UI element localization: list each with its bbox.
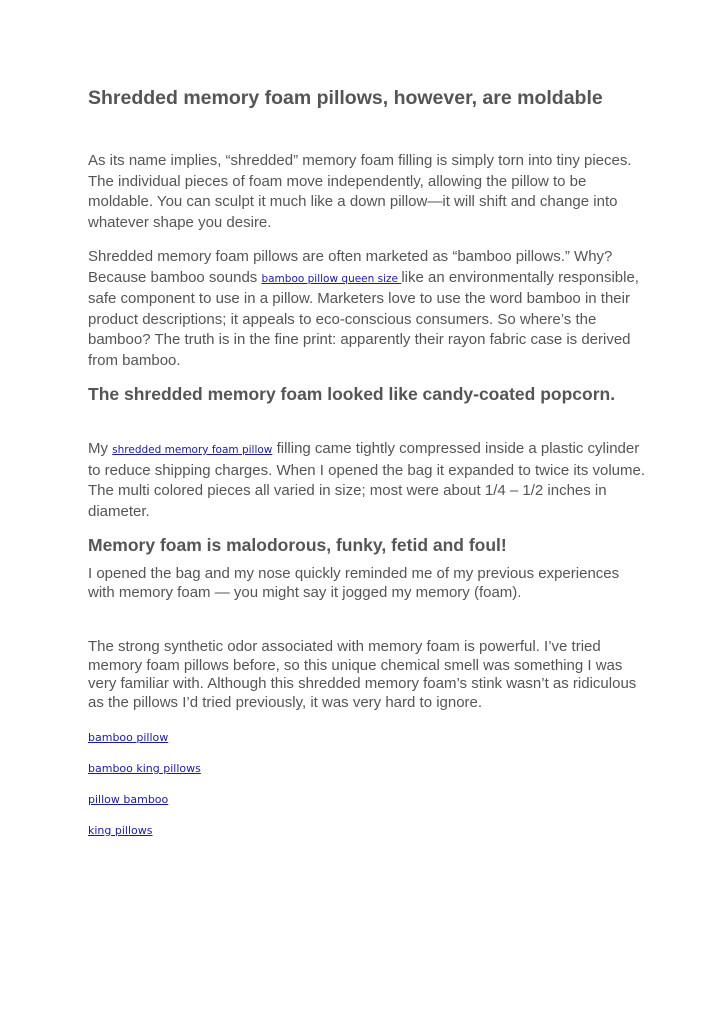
malodorous-paragraph-2: The strong synthetic odor associated with memory foam is powerful. I’ve tried memory foam pillows before, so this unique chemical smell was something I was very familiar with. Although this shredded memory foam’s stink wasn’t as ridiculous as the pillows I’d tried previously, it was very hard to ignore. (88, 638, 637, 711)
section-popcorn-body (88, 439, 648, 522)
paragraph-text: filling came tightly compressed inside a plastic cylinder to reduce shipping charges. When I opened the bag it expanded to twice its volume. The multi colored pieces all varied in size; most were about 1/4 – 1/2 inches in diameter. (88, 440, 646, 520)
link-bamboo-pillow-queen-size[interactable]: bamboo pillow queen size (261, 272, 402, 285)
section-malodorous (88, 533, 648, 558)
link-king-pillows[interactable]: king pillows (88, 824, 153, 837)
paragraph-text: like an environmentally responsible, safe component to use in a pillow. Marketers love to use the word bamboo in their product descriptions; it appeals to eco-conscious consumers. So where’s the bamboo? The truth is in the fine print: apparently their rayon fabric case is derived from bamboo. (88, 268, 639, 369)
link-bamboo-king-pillows[interactable]: bamboo king pillows (88, 762, 201, 775)
paragraph-text: Shredded memory foam pillows are often marketed as “bamboo pillows.” Why? Because bamboo sounds (88, 248, 613, 286)
section-malodorous-body (88, 565, 648, 602)
intro-paragraph-2 (88, 247, 648, 371)
link-bamboo-pillow[interactable]: bamboo pillow (88, 731, 169, 744)
paragraph-text: My (88, 440, 113, 457)
section-malodorous-body-2 (88, 638, 648, 712)
malodorous-paragraph-1: I opened the bag and my nose quickly reminded me of my previous experiences with memory foam — you might say it jogged my memory (foam). (88, 565, 620, 601)
page-title: Shredded memory foam pillows, however, are moldable (88, 87, 603, 109)
section-popcorn (88, 382, 648, 407)
section-bamboo (88, 247, 648, 371)
section-heading-popcorn: The shredded memory foam looked like candy-coated popcorn. (88, 384, 616, 404)
popcorn-paragraph (88, 439, 648, 522)
link-shredded-memory-foam-pillow[interactable]: shredded memory foam pillow (112, 444, 273, 456)
intro-paragraph-1: As its name implies, “shredded” memory foam filling is simply torn into tiny pieces. The individual pieces of foam move independently, allowing the pillow to be moldable. You can sculpt it much like a down pillow—it will shift and change into whatever shape you desire. (88, 152, 632, 231)
section-shredded-intro (88, 151, 648, 233)
section-heading-malodorous: Memory foam is malodorous, funky, fetid and foul! (88, 535, 507, 555)
link-pillow-bamboo[interactable]: pillow bamboo (88, 793, 169, 806)
